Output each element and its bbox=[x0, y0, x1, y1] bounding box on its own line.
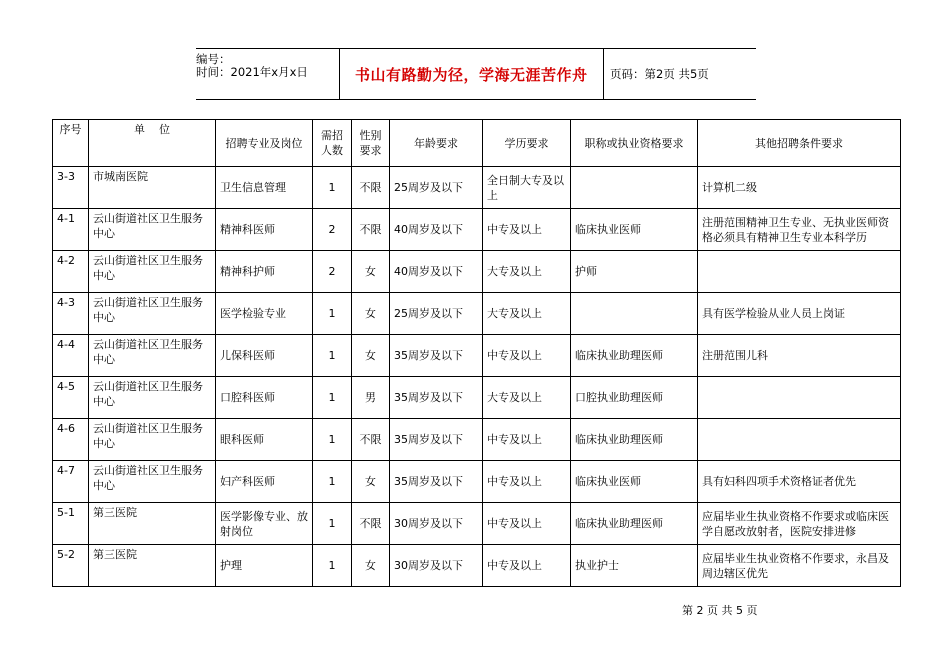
cell-unit: 云山街道社区卫生服务中心 bbox=[89, 461, 216, 503]
cell-other bbox=[698, 251, 901, 293]
cell-unit: 云山街道社区卫生服务中心 bbox=[89, 335, 216, 377]
cell-index: 4-6 bbox=[53, 419, 89, 461]
cell-other: 应届毕业生执业资格不作要求，永昌及周边辖区优先 bbox=[698, 545, 901, 587]
cell-unit: 云山街道社区卫生服务中心 bbox=[89, 293, 216, 335]
cell-position: 眼科医师 bbox=[216, 419, 313, 461]
cell-gender: 不限 bbox=[352, 209, 390, 251]
cell-education: 中专及以上 bbox=[483, 209, 571, 251]
cell-unit: 第三医院 bbox=[89, 545, 216, 587]
cell-other bbox=[698, 377, 901, 419]
cell-unit: 云山街道社区卫生服务中心 bbox=[89, 377, 216, 419]
cell-qualification bbox=[571, 167, 698, 209]
cell-other: 注册范围儿科 bbox=[698, 335, 901, 377]
cell-position: 医学影像专业、放射岗位 bbox=[216, 503, 313, 545]
cell-age: 35周岁及以下 bbox=[390, 419, 483, 461]
col-header-index: 序号 bbox=[53, 120, 89, 167]
cell-unit: 市城南医院 bbox=[89, 167, 216, 209]
col-header-education: 学历要求 bbox=[483, 120, 571, 167]
cell-index: 5-2 bbox=[53, 545, 89, 587]
cell-gender: 不限 bbox=[352, 503, 390, 545]
cell-position: 医学检验专业 bbox=[216, 293, 313, 335]
page-label: 页码：第2页 共5页 bbox=[610, 67, 709, 81]
cell-education: 大专及以上 bbox=[483, 377, 571, 419]
cell-qualification: 临床执业助理医师 bbox=[571, 419, 698, 461]
col-header-age: 年龄要求 bbox=[390, 120, 483, 167]
cell-count: 1 bbox=[313, 335, 352, 377]
cell-qualification: 临床执业助理医师 bbox=[571, 335, 698, 377]
cell-count: 1 bbox=[313, 167, 352, 209]
cell-unit: 云山街道社区卫生服务中心 bbox=[89, 209, 216, 251]
cell-count: 1 bbox=[313, 419, 352, 461]
cell-education: 大专及以上 bbox=[483, 293, 571, 335]
table-row bbox=[53, 209, 901, 251]
cell-other: 具有医学检验从业人员上岗证 bbox=[698, 293, 901, 335]
cell-count: 2 bbox=[313, 251, 352, 293]
recruitment-table bbox=[52, 119, 901, 587]
cell-other: 计算机二级 bbox=[698, 167, 901, 209]
cell-age: 30周岁及以下 bbox=[390, 503, 483, 545]
cell-index: 4-3 bbox=[53, 293, 89, 335]
cell-position: 护理 bbox=[216, 545, 313, 587]
serial-label: 编号： bbox=[196, 52, 231, 66]
cell-gender: 女 bbox=[352, 461, 390, 503]
cell-position: 儿保科医师 bbox=[216, 335, 313, 377]
cell-index: 5-1 bbox=[53, 503, 89, 545]
cell-index: 4-5 bbox=[53, 377, 89, 419]
header-page-cell bbox=[603, 49, 757, 99]
cell-position: 口腔科医师 bbox=[216, 377, 313, 419]
table-row bbox=[53, 377, 901, 419]
time-label: 时间：2021年x月x日 bbox=[196, 65, 308, 79]
cell-position: 妇产科医师 bbox=[216, 461, 313, 503]
cell-age: 25周岁及以下 bbox=[390, 293, 483, 335]
cell-other: 应届毕业生执业资格不作要求或临床医学自愿改放射者，医院安排进修 bbox=[698, 503, 901, 545]
page-footer: 第 2 页 共 5 页 bbox=[682, 604, 758, 617]
cell-position: 精神科护师 bbox=[216, 251, 313, 293]
cell-education: 中专及以上 bbox=[483, 419, 571, 461]
cell-position: 精神科医师 bbox=[216, 209, 313, 251]
table-row bbox=[53, 251, 901, 293]
document-header bbox=[196, 48, 756, 100]
cell-index: 4-1 bbox=[53, 209, 89, 251]
cell-qualification: 临床执业医师 bbox=[571, 209, 698, 251]
cell-age: 35周岁及以下 bbox=[390, 335, 483, 377]
cell-unit: 云山街道社区卫生服务中心 bbox=[89, 251, 216, 293]
cell-qualification: 口腔执业助理医师 bbox=[571, 377, 698, 419]
cell-count: 1 bbox=[313, 377, 352, 419]
cell-index: 3-3 bbox=[53, 167, 89, 209]
table-row bbox=[53, 545, 901, 587]
cell-qualification: 临床执业医师 bbox=[571, 461, 698, 503]
cell-age: 35周岁及以下 bbox=[390, 377, 483, 419]
cell-unit: 云山街道社区卫生服务中心 bbox=[89, 419, 216, 461]
cell-qualification: 临床执业助理医师 bbox=[571, 503, 698, 545]
table-header-row bbox=[53, 120, 901, 167]
col-header-gender: 性别要求 bbox=[352, 120, 390, 167]
cell-index: 4-2 bbox=[53, 251, 89, 293]
cell-age: 40周岁及以下 bbox=[390, 209, 483, 251]
cell-unit: 第三医院 bbox=[89, 503, 216, 545]
cell-count: 1 bbox=[313, 461, 352, 503]
cell-count: 1 bbox=[313, 545, 352, 587]
cell-education: 中专及以上 bbox=[483, 503, 571, 545]
cell-education: 中专及以上 bbox=[483, 545, 571, 587]
cell-count: 1 bbox=[313, 293, 352, 335]
table-row bbox=[53, 335, 901, 377]
table-row bbox=[53, 419, 901, 461]
cell-gender: 女 bbox=[352, 251, 390, 293]
cell-age: 40周岁及以下 bbox=[390, 251, 483, 293]
cell-count: 2 bbox=[313, 209, 352, 251]
cell-qualification: 执业护士 bbox=[571, 545, 698, 587]
cell-index: 4-4 bbox=[53, 335, 89, 377]
cell-gender: 不限 bbox=[352, 167, 390, 209]
cell-other bbox=[698, 419, 901, 461]
motto-text: 书山有路勤为径，学海无涯苦作舟 bbox=[355, 66, 588, 84]
col-header-other: 其他招聘条件要求 bbox=[698, 120, 901, 167]
col-header-position: 招聘专业及岗位 bbox=[216, 120, 313, 167]
cell-education: 中专及以上 bbox=[483, 461, 571, 503]
table-row bbox=[53, 293, 901, 335]
cell-age: 35周岁及以下 bbox=[390, 461, 483, 503]
table-row bbox=[53, 461, 901, 503]
cell-education: 大专及以上 bbox=[483, 251, 571, 293]
col-header-unit: 单 位 bbox=[89, 120, 216, 167]
table-row bbox=[53, 167, 901, 209]
cell-other: 注册范围精神卫生专业、无执业医师资格必须具有精神卫生专业本科学历 bbox=[698, 209, 901, 251]
col-header-count: 需招人数 bbox=[313, 120, 352, 167]
cell-gender: 男 bbox=[352, 377, 390, 419]
cell-gender: 女 bbox=[352, 293, 390, 335]
cell-qualification: 护师 bbox=[571, 251, 698, 293]
col-header-qualification: 职称或执业资格要求 bbox=[571, 120, 698, 167]
cell-position: 卫生信息管理 bbox=[216, 167, 313, 209]
cell-age: 25周岁及以下 bbox=[390, 167, 483, 209]
cell-other: 具有妇科四项手术资格证者优先 bbox=[698, 461, 901, 503]
table-row bbox=[53, 503, 901, 545]
cell-gender: 不限 bbox=[352, 419, 390, 461]
cell-gender: 女 bbox=[352, 335, 390, 377]
cell-education: 全日制大专及以上 bbox=[483, 167, 571, 209]
cell-qualification bbox=[571, 293, 698, 335]
cell-age: 30周岁及以下 bbox=[390, 545, 483, 587]
cell-index: 4-7 bbox=[53, 461, 89, 503]
cell-gender: 女 bbox=[352, 545, 390, 587]
cell-count: 1 bbox=[313, 503, 352, 545]
cell-education: 中专及以上 bbox=[483, 335, 571, 377]
header-meta bbox=[196, 49, 339, 103]
